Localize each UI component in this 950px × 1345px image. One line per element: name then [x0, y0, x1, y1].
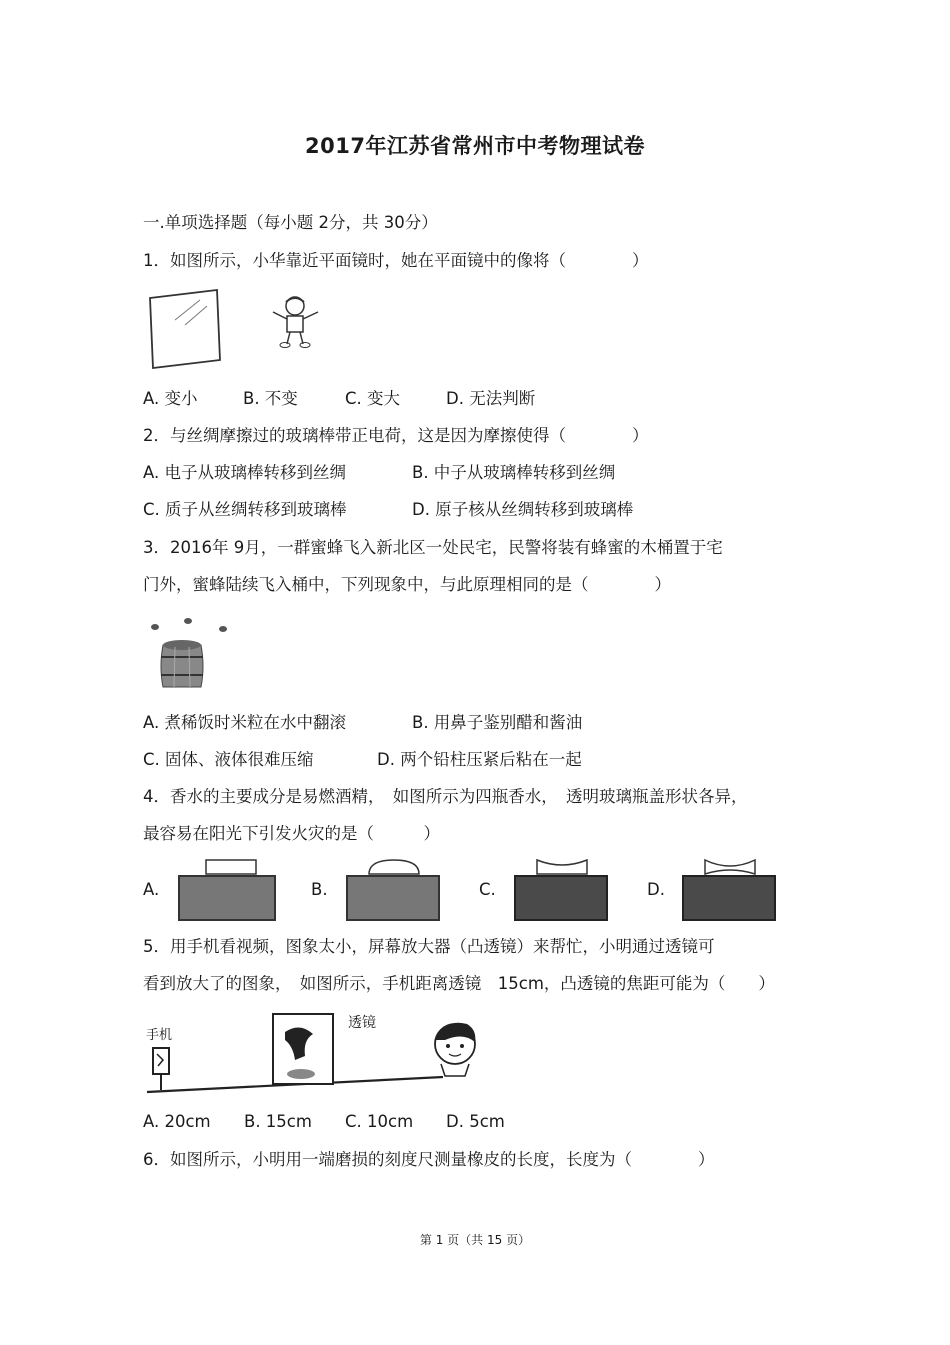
question-5-stem-line1: 5．用手机看视频，图象太小，屏幕放大器（凸透镜）来帮忙，小明通过透镜可	[143, 937, 715, 956]
perfume-bottle-b	[344, 858, 442, 922]
page-title: 2017年江苏省常州市中考物理试卷	[305, 134, 645, 158]
q5-option-b: B. 15cm	[244, 1112, 312, 1131]
question-4-stem-line1: 4．香水的主要成分是易燃酒精， 如图所示为四瓶香水， 透明玻璃瓶盖形状各异，	[143, 787, 748, 806]
q4-label-b: B.	[311, 880, 328, 899]
q3-option-b: B. 用鼻子鉴别醋和酱油	[412, 713, 583, 732]
phone-lens-figure	[145, 1010, 505, 1100]
q3-option-c: C. 固体、液体很难压缩	[143, 750, 314, 769]
question-1-stem: 1．如图所示，小华靠近平面镜时，她在平面镜中的像将（ ）	[143, 251, 649, 270]
perfume-bottle-d	[680, 858, 778, 922]
question-6-stem: 6．如图所示，小明用一端磨损的刻度尺测量橡皮的长度，长度为（ ）	[143, 1150, 715, 1169]
barrel-bees-figure	[145, 615, 235, 695]
q5-option-c: C. 10cm	[345, 1112, 414, 1131]
section-heading: 一.单项选择题（每小题 2分，共 30分）	[143, 213, 438, 232]
mirror-figure	[145, 290, 225, 370]
question-3-stem-line2: 门外，蜜蜂陆续飞入桶中，下列现象中，与此原理相同的是（ ）	[143, 575, 671, 594]
lens-label: 透镜	[348, 1015, 376, 1031]
question-4-stem-line2: 最容易在阳光下引发火灾的是（ ）	[143, 824, 440, 843]
q4-label-c: C.	[479, 880, 496, 899]
q2-option-c: C. 质子从丝绸转移到玻璃棒	[143, 500, 347, 519]
q2-option-d: D. 原子核从丝绸转移到玻璃棒	[412, 500, 634, 519]
q1-option-d: D. 无法判断	[446, 389, 536, 408]
q1-option-b: B. 不变	[243, 389, 298, 408]
q3-option-d: D. 两个铅柱压紧后粘在一起	[377, 750, 582, 769]
q3-option-a: A. 煮稀饭时米粒在水中翻滚	[143, 713, 346, 732]
perfume-bottle-a	[176, 858, 278, 922]
q5-option-d: D. 5cm	[446, 1112, 505, 1131]
question-5-stem-line2: 看到放大了的图象， 如图所示，手机距离透镜 15cm，凸透镜的焦距可能为（ ）	[143, 974, 775, 993]
q1-option-c: C. 变大	[345, 389, 401, 408]
girl-figure	[268, 294, 323, 349]
q2-option-b: B. 中子从玻璃棒转移到丝绸	[412, 463, 616, 482]
phone-label: 手机	[146, 1028, 173, 1043]
question-3-stem-line1: 3．2016年 9月，一群蜜蜂飞入新北区一处民宅，民警将装有蜂蜜的木桶置于宅	[143, 538, 723, 557]
q1-option-a: A. 变小	[143, 389, 198, 408]
q4-label-d: D.	[647, 880, 665, 899]
question-2-stem: 2．与丝绸摩擦过的玻璃棒带正电荷，这是因为摩擦使得（ ）	[143, 426, 649, 445]
q2-option-a: A. 电子从玻璃棒转移到丝绸	[143, 463, 346, 482]
q5-option-a: A. 20cm	[143, 1112, 211, 1131]
q4-label-a: A.	[143, 880, 160, 899]
perfume-bottle-c	[512, 858, 610, 922]
page-footer: 第 1 页（共 15 页）	[419, 1233, 531, 1247]
